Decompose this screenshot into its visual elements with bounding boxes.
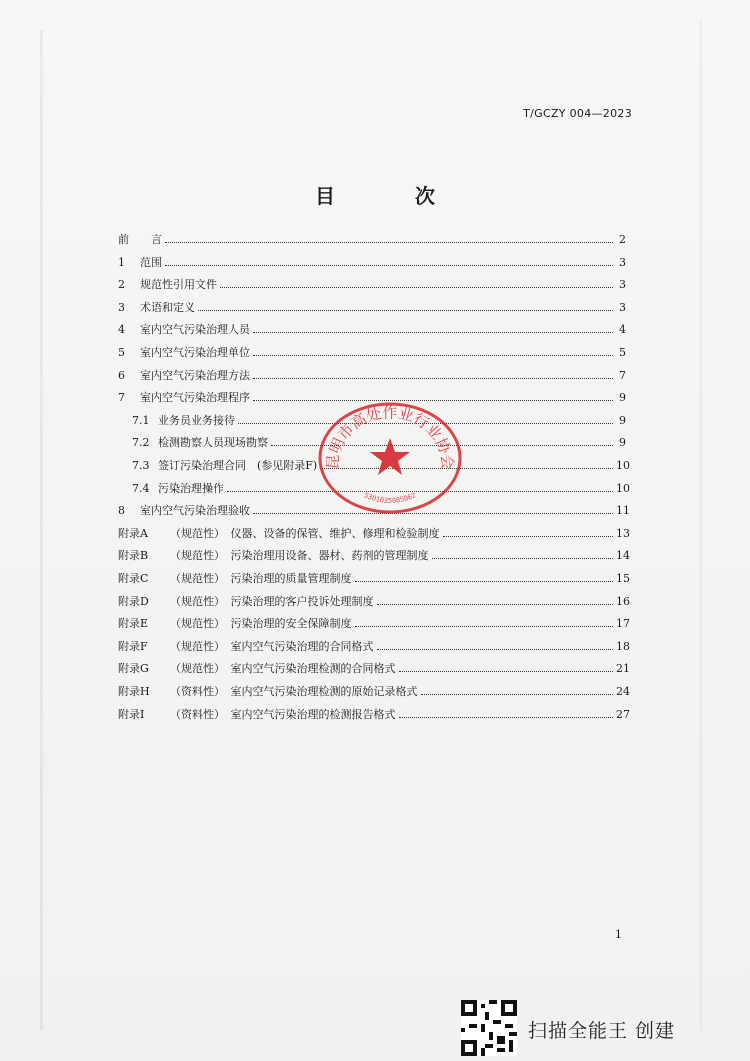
toc-entry-page: 27 bbox=[616, 707, 630, 721]
toc-entry-number: 附录E bbox=[118, 617, 149, 631]
toc-entry-page: 14 bbox=[616, 549, 630, 563]
toc-entry-label: （规范性） 室内空气污染治理的合同格式 bbox=[170, 639, 374, 653]
toc-entry-page: 10 bbox=[616, 459, 630, 472]
toc-entry bbox=[118, 591, 630, 609]
toc-entry bbox=[118, 636, 630, 654]
toc-entry-label: 室内空气污染治理程序 bbox=[140, 391, 250, 405]
toc-leader-dots bbox=[421, 693, 614, 695]
toc-entry-label: 室内空气污染治理人员 bbox=[140, 323, 250, 337]
toc-entry-label: （规范性） 污染治理用设备、器材、药剂的管理制度 bbox=[170, 549, 429, 563]
toc-entry-number: 附录D bbox=[118, 594, 149, 608]
toc-entry-number: 附录C bbox=[118, 572, 149, 585]
toc-entry bbox=[118, 545, 630, 563]
scanner-watermark: 扫描全能王 创建 bbox=[528, 1020, 676, 1042]
toc-entry-page: 4 bbox=[619, 323, 626, 337]
toc-entry-label: 污染治理操作 bbox=[158, 481, 224, 495]
toc-entry bbox=[118, 297, 626, 315]
toc-entry-number: 附录A bbox=[118, 526, 148, 540]
toc-entry-label: 室内空气污染治理验收 bbox=[140, 504, 250, 518]
toc-leader-dots bbox=[165, 264, 613, 266]
qr-code-icon bbox=[461, 1000, 517, 1056]
toc-entry-page: 3 bbox=[619, 255, 626, 269]
toc-leader-dots bbox=[198, 309, 613, 311]
toc-entry-number: 3 bbox=[118, 300, 125, 314]
toc-entry-number: 7.4 bbox=[132, 481, 150, 495]
toc-leader-dots bbox=[377, 603, 614, 605]
toc-entry bbox=[118, 319, 626, 337]
toc-entry bbox=[118, 613, 630, 631]
toc-entry-page: 18 bbox=[616, 639, 630, 653]
toc-entry-label: （规范性） 污染治理的质量管理制度 bbox=[170, 572, 352, 585]
toc-entry-label: 室内空气污染治理方法 bbox=[140, 368, 250, 382]
toc-entry-label: 室内空气污染治理单位 bbox=[140, 346, 250, 359]
scan-edge-right bbox=[700, 20, 702, 1030]
toc-entry-label: 规范性引用文件 bbox=[140, 278, 217, 292]
toc-entry-page: 24 bbox=[616, 685, 630, 698]
toc-leader-dots bbox=[399, 716, 614, 718]
toc-entry-label: 范围 bbox=[140, 255, 162, 269]
toc-entry-number: 2 bbox=[118, 278, 125, 292]
toc-leader-dots bbox=[432, 557, 614, 559]
toc-entry-page: 21 bbox=[616, 662, 630, 676]
toc-leader-dots bbox=[253, 331, 613, 333]
toc-entry-number: 附录G bbox=[118, 662, 149, 676]
toc-entry-label: （规范性） 污染治理的客户投诉处理制度 bbox=[170, 594, 374, 608]
toc-entry-page: 9 bbox=[619, 436, 626, 450]
toc-entry-page: 16 bbox=[616, 594, 630, 608]
toc-entry-number: 附录B bbox=[118, 549, 149, 563]
toc-entry bbox=[118, 568, 630, 586]
toc-entry bbox=[118, 229, 626, 247]
toc-entry-number: 7.3 bbox=[132, 459, 150, 472]
toc-entry-label: （规范性） 污染治理的安全保障制度 bbox=[170, 617, 352, 631]
toc-entry-number: 附录H bbox=[118, 685, 150, 698]
toc-entry bbox=[118, 252, 626, 270]
toc-entry-page: 10 bbox=[616, 481, 630, 495]
toc-entry-label: 术语和定义 bbox=[140, 300, 195, 314]
toc-entry-number: 7.2 bbox=[132, 436, 150, 450]
toc-entry-number: 附录I bbox=[118, 707, 145, 721]
toc-entry-page: 5 bbox=[619, 346, 626, 359]
toc-entry-page: 9 bbox=[619, 391, 626, 405]
toc-entry-page: 17 bbox=[616, 617, 630, 631]
toc-entry bbox=[118, 274, 626, 292]
toc-entry-number: 附录F bbox=[118, 639, 148, 653]
toc-entry-label: （规范性） 仪器、设备的保管、维护、修理和检验制度 bbox=[170, 526, 440, 540]
toc-title: 目 次 bbox=[315, 184, 465, 208]
toc-entry-page: 9 bbox=[619, 413, 626, 427]
toc-entry-number: 5 bbox=[118, 346, 125, 359]
toc-entry bbox=[118, 681, 630, 699]
toc-entry-label: 前 言 bbox=[118, 233, 162, 246]
toc-entry bbox=[118, 523, 630, 541]
toc-entry bbox=[118, 704, 630, 722]
toc-entry-number: 8 bbox=[118, 504, 125, 518]
toc-entry-label: 签订污染治理合同 (参见附录F) bbox=[158, 459, 318, 472]
toc-entry-number: 1 bbox=[118, 255, 125, 269]
toc-entry-page: 11 bbox=[616, 504, 630, 518]
toc-leader-dots bbox=[253, 354, 613, 356]
document-code: T/GCZY 004—2023 bbox=[523, 107, 632, 120]
toc-entry-number: 4 bbox=[118, 323, 125, 337]
official-seal-stamp bbox=[316, 398, 464, 514]
page-number: 1 bbox=[615, 928, 622, 941]
toc-entry-label: 检测勘察人员现场勘察 bbox=[158, 436, 268, 450]
toc-entry-page: 13 bbox=[616, 526, 630, 540]
toc-leader-dots bbox=[220, 286, 613, 288]
toc-leader-dots bbox=[355, 580, 614, 582]
toc-leader-dots bbox=[399, 670, 614, 672]
toc-leader-dots bbox=[253, 377, 613, 379]
toc-entry-label: （规范性） 室内空气污染治理检测的合同格式 bbox=[170, 662, 396, 676]
toc-leader-dots bbox=[377, 648, 614, 650]
toc-entry bbox=[118, 342, 626, 360]
toc-entry-number: 7 bbox=[118, 391, 125, 405]
toc-entry bbox=[118, 365, 626, 383]
toc-entry-label: （资料性） 室内空气污染治理的检测报告格式 bbox=[170, 707, 396, 721]
toc-entry bbox=[118, 658, 630, 676]
toc-entry-label: 业务员业务接待 bbox=[158, 413, 235, 427]
toc-leader-dots bbox=[443, 535, 614, 537]
toc-entry-page: 3 bbox=[619, 278, 626, 292]
toc-entry-number: 7.1 bbox=[132, 413, 150, 427]
toc-leader-dots bbox=[355, 625, 614, 627]
svg-text:5301035085062: 5301035085062 bbox=[362, 491, 418, 505]
svg-text:昆明市高处作业行业协会: 昆明市高处作业行业协会 bbox=[323, 403, 457, 471]
toc-entry-number: 6 bbox=[118, 368, 125, 382]
toc-leader-dots bbox=[165, 241, 613, 243]
toc-entry-label: （资料性） 室内空气污染治理检测的原始记录格式 bbox=[170, 685, 418, 698]
toc-entry-page: 3 bbox=[619, 300, 626, 314]
toc-entry-page: 7 bbox=[619, 368, 626, 382]
toc-entry-page: 15 bbox=[616, 572, 630, 585]
toc-entry-page: 2 bbox=[619, 233, 626, 246]
